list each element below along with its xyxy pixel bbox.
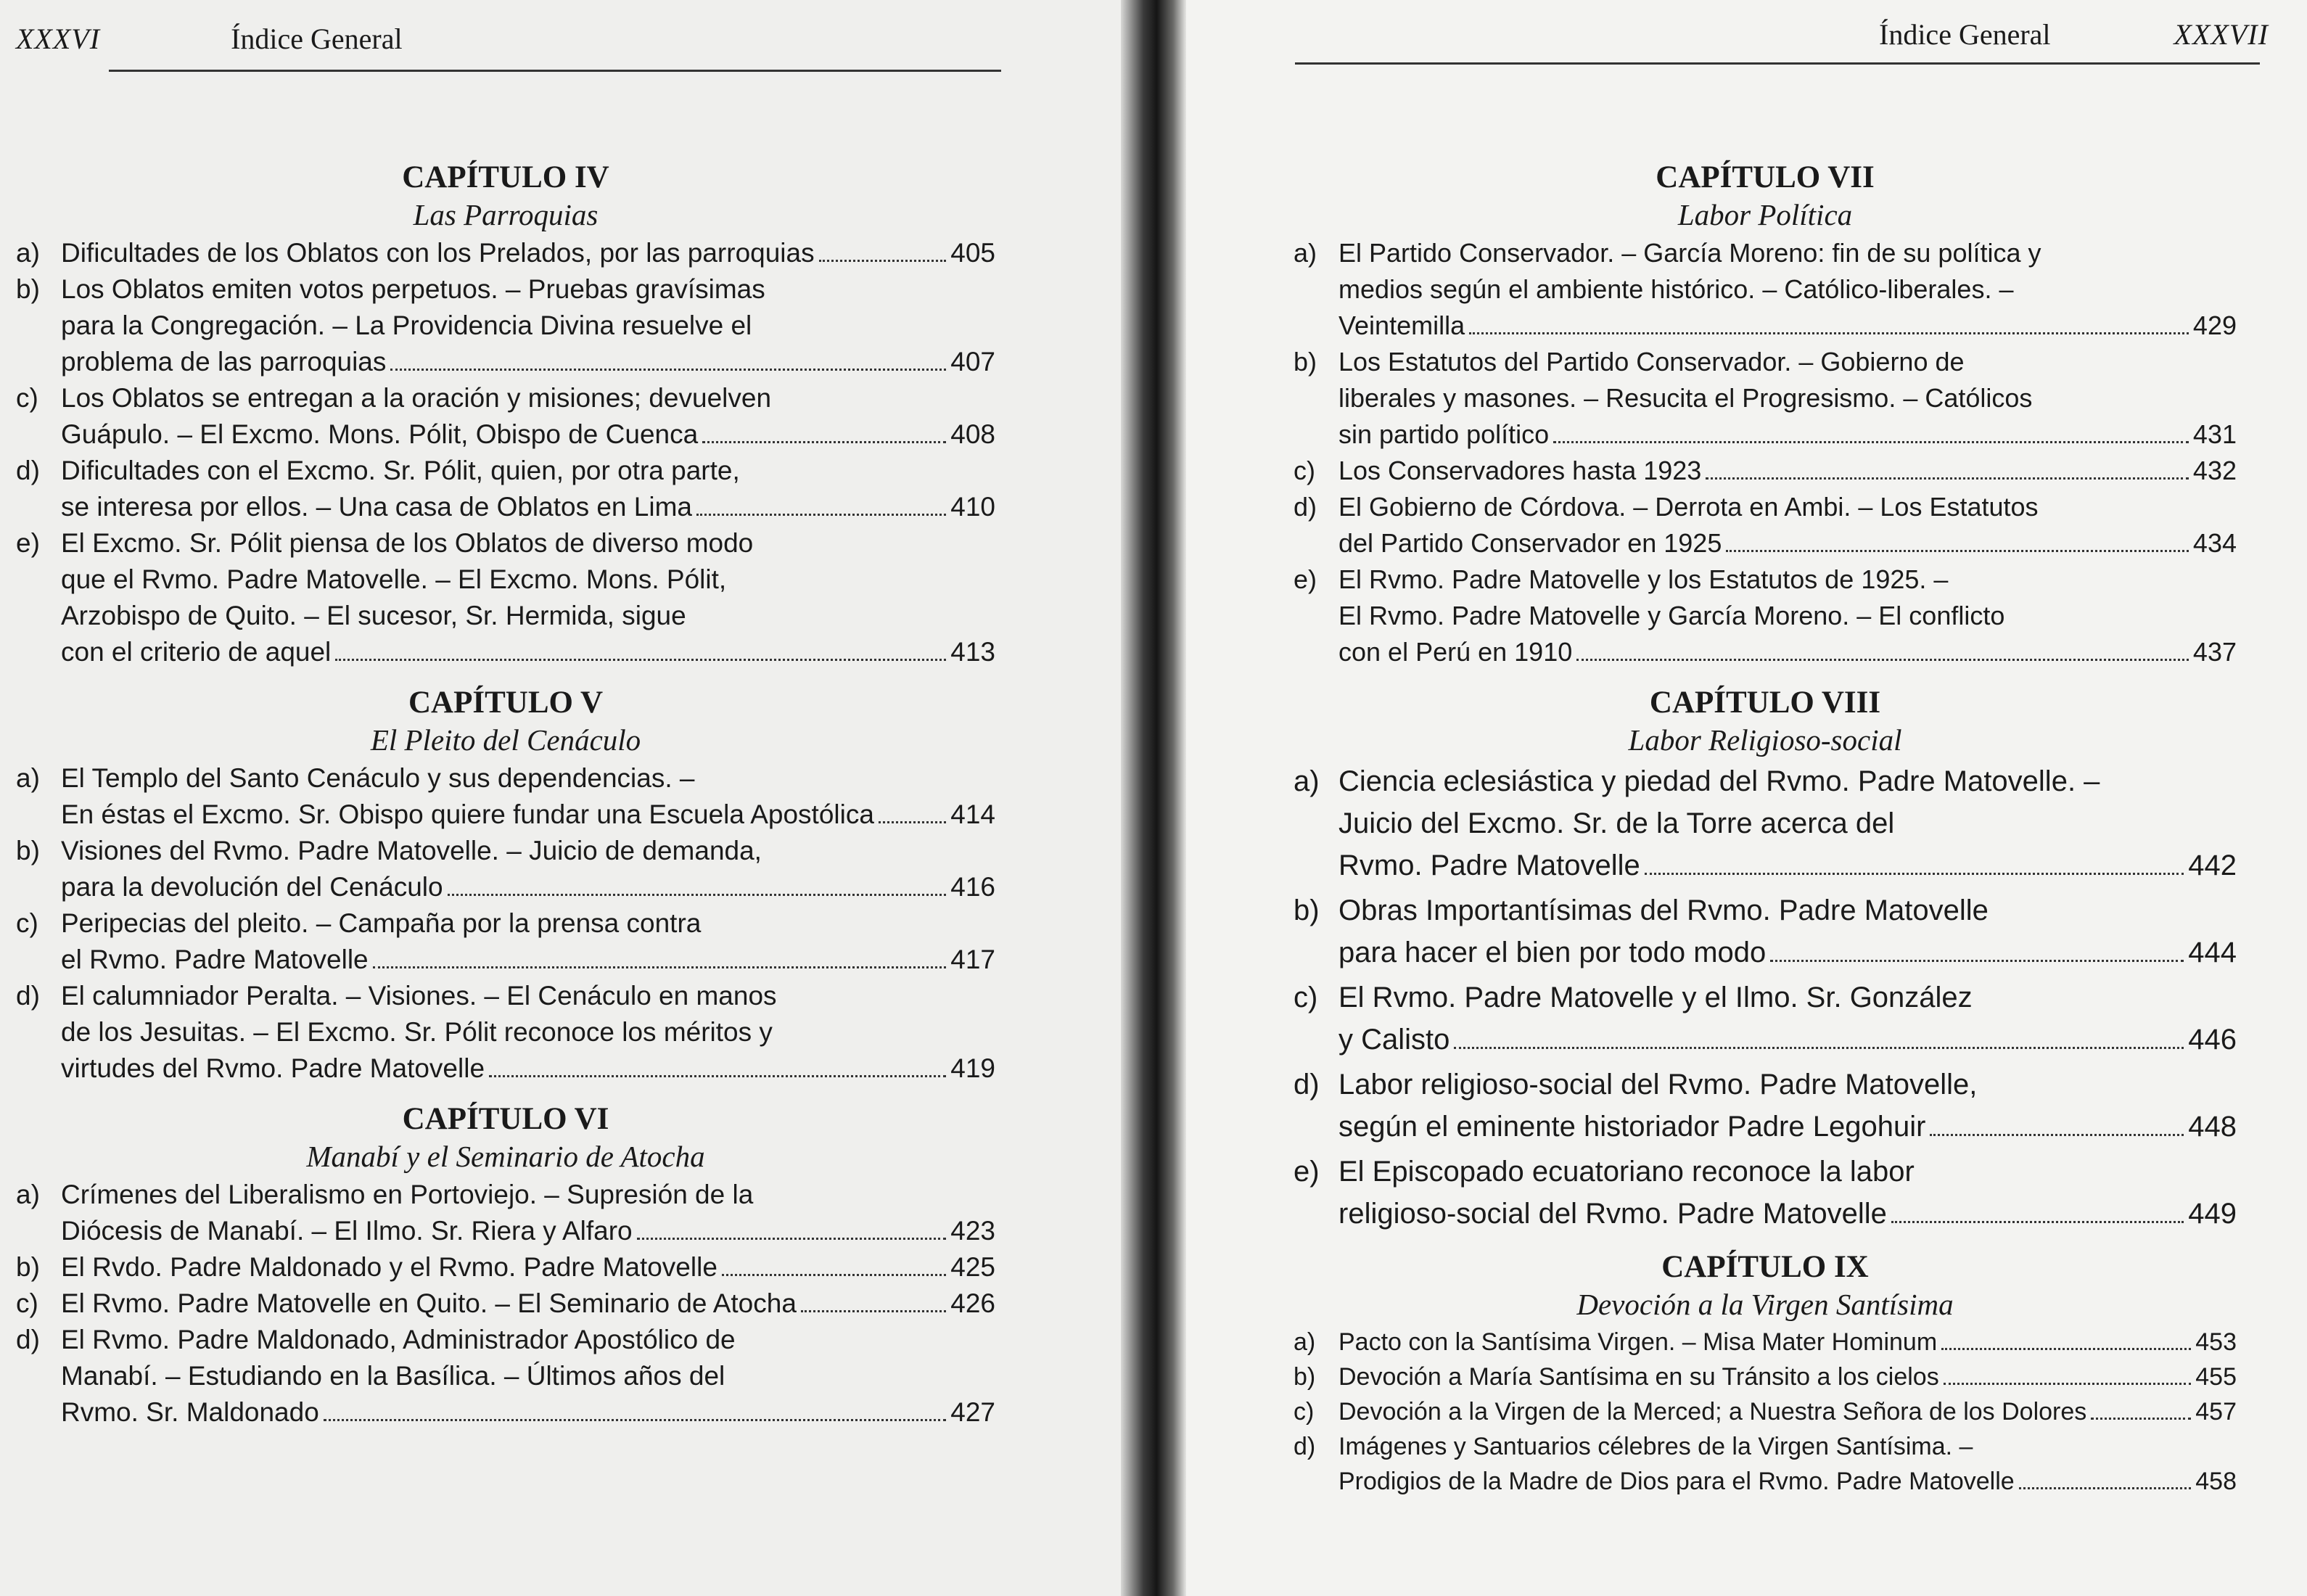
entry-text bbox=[1338, 1325, 2237, 1360]
dot-leader bbox=[1706, 477, 2189, 480]
page-number: 434 bbox=[2192, 528, 2237, 558]
chapter-entries bbox=[1294, 760, 2237, 1235]
page-number: 416 bbox=[950, 872, 995, 902]
entry-line: Dificultades con el Excmo. Sr. Pólit, quien, por otra parte, bbox=[61, 456, 740, 485]
page-number: 455 bbox=[2195, 1363, 2237, 1391]
toc-entry bbox=[1294, 1064, 2237, 1148]
entry-letter: c) bbox=[1294, 456, 1315, 485]
page-number: 427 bbox=[950, 1397, 995, 1427]
entry-letter: c) bbox=[1294, 982, 1318, 1013]
chapter-subtitle: Devoción a la Virgen Santísima bbox=[1576, 1288, 1954, 1321]
entry-line: Visiones del Rvmo. Padre Matovelle. – Juicio de demanda, bbox=[61, 836, 762, 865]
entry-text bbox=[61, 833, 995, 905]
toc-entry bbox=[16, 525, 995, 670]
entry-line: Los Estatutos del Partido Conservador. – Gobierno de bbox=[1338, 347, 1965, 377]
entry-letter: c) bbox=[1294, 1398, 1315, 1426]
dot-leader bbox=[448, 894, 947, 896]
chapter-title: CAPÍTULO IV bbox=[402, 160, 609, 194]
dot-leader bbox=[390, 369, 946, 371]
entry-line: El calumniador Peralta. – Visiones. – El Cenáculo en manos bbox=[61, 981, 777, 1011]
left-running-head: Índice General bbox=[231, 22, 403, 55]
toc-entry bbox=[16, 833, 995, 905]
entry-letter: c) bbox=[16, 383, 38, 413]
dot-leader bbox=[696, 514, 946, 516]
entry-line: para hacer el bien por todo modo bbox=[1338, 937, 1767, 968]
entry-letter: e) bbox=[16, 528, 40, 558]
entry-letter: b) bbox=[1294, 347, 1317, 377]
entry-letter: d) bbox=[16, 981, 40, 1011]
right-header bbox=[1879, 17, 2269, 52]
page-number: 431 bbox=[2192, 419, 2237, 449]
entry-line: El Rvdo. Padre Maldonado y el Rvmo. Padre Matovelle bbox=[61, 1252, 717, 1282]
entry-line: Prodigios de la Madre de Dios para el Rvmo. Padre Matovelle bbox=[1338, 1468, 2015, 1495]
page-number: 408 bbox=[950, 419, 995, 449]
chapter-title: CAPÍTULO VIII bbox=[1649, 686, 1881, 720]
dot-leader bbox=[324, 1419, 946, 1421]
entry-line: Arzobispo de Quito. – El sucesor, Sr. Hermida, sigue bbox=[61, 601, 686, 630]
entry-line: Devoción a María Santísima en su Tránsito a los cielos bbox=[1338, 1363, 1939, 1391]
right-folio: XXXVII bbox=[2174, 18, 2269, 51]
dot-leader bbox=[1941, 1348, 2191, 1350]
entry-text bbox=[1338, 976, 2237, 1061]
entry-line: se interesa por ellos. – Una casa de Oblatos en Lima bbox=[61, 492, 692, 522]
chapter-subtitle: Manabí y el Seminario de Atocha bbox=[306, 1140, 705, 1173]
page-number: 407 bbox=[950, 347, 995, 377]
dot-leader bbox=[1930, 1134, 2184, 1136]
entry-line: Veintemilla bbox=[1338, 310, 1465, 340]
toc-entry bbox=[16, 271, 995, 380]
left-toc-column bbox=[16, 158, 995, 1444]
entry-line: Juicio del Excmo. Sr. de la Torre acerca del bbox=[1338, 807, 1895, 839]
entry-letter: d) bbox=[1294, 492, 1317, 522]
entry-text bbox=[1338, 760, 2237, 887]
book-gutter bbox=[1121, 0, 1186, 1596]
entry-line: El Excmo. Sr. Pólit piensa de los Oblatos de diverso modo bbox=[61, 528, 754, 558]
entry-line: para la devolución del Cenáculo bbox=[61, 872, 443, 902]
entry-text bbox=[1338, 562, 2237, 670]
entry-line: Labor religioso-social del Rvmo. Padre Matovelle, bbox=[1338, 1069, 1978, 1101]
entry-line: Obras Importantísimas del Rvmo. Padre Matovelle bbox=[1338, 894, 1989, 926]
entry-letter: a) bbox=[1294, 1328, 1316, 1356]
page-number: 457 bbox=[2195, 1398, 2237, 1426]
entry-line: Ciencia eclesiástica y piedad del Rvmo. Padre Matovelle. – bbox=[1338, 765, 2100, 797]
dot-leader bbox=[1553, 441, 2189, 443]
chapter-block bbox=[16, 158, 995, 670]
entry-line: virtudes del Rvmo. Padre Matovelle bbox=[61, 1053, 485, 1083]
entry-line: Guápulo. – El Excmo. Mons. Pólit, Obispo de Cuenca bbox=[61, 419, 699, 449]
entry-letter: c) bbox=[16, 908, 38, 938]
entry-text bbox=[1338, 1394, 2237, 1429]
toc-entry bbox=[16, 235, 995, 271]
chapter-entries bbox=[1294, 1325, 2237, 1499]
dot-leader bbox=[1891, 1221, 2184, 1223]
chapter-block bbox=[16, 683, 995, 1087]
entry-line: que el Rvmo. Padre Matovelle. – El Excmo. Mons. Pólit, bbox=[61, 564, 727, 594]
page-number: 448 bbox=[2188, 1111, 2237, 1143]
entry-line: y Calisto bbox=[1338, 1024, 1450, 1056]
entry-letter: d) bbox=[16, 456, 40, 485]
entry-letter: d) bbox=[16, 1325, 40, 1354]
page-number: 453 bbox=[2195, 1328, 2237, 1356]
entry-letter: d) bbox=[1294, 1433, 1316, 1460]
right-running-head: Índice General bbox=[1879, 18, 2051, 51]
chapter-subtitle: Labor Política bbox=[1677, 198, 1853, 231]
entry-line: Rvmo. Padre Matovelle bbox=[1338, 850, 1640, 881]
dot-leader bbox=[722, 1274, 946, 1276]
toc-entry bbox=[16, 905, 995, 978]
entry-text bbox=[61, 760, 995, 833]
entry-line: El Episcopado ecuatoriano reconoce la labor bbox=[1338, 1156, 1915, 1188]
entry-letter: d) bbox=[1294, 1069, 1320, 1101]
entry-letter: a) bbox=[16, 1180, 40, 1209]
entry-text bbox=[1338, 1360, 2237, 1394]
dot-leader bbox=[702, 441, 946, 443]
chapter-subtitle: El Pleito del Cenáculo bbox=[370, 723, 641, 757]
entry-text bbox=[1338, 235, 2237, 344]
dot-leader bbox=[2091, 1418, 2191, 1420]
toc-entry bbox=[16, 453, 995, 525]
entry-text bbox=[61, 978, 995, 1087]
page-number: 426 bbox=[950, 1288, 995, 1318]
dot-leader bbox=[879, 821, 946, 823]
chapter-title: CAPÍTULO VII bbox=[1656, 160, 1875, 194]
chapter-title: CAPÍTULO VI bbox=[402, 1102, 609, 1136]
entry-line: liberales y masones. – Resucita el Progresismo. – Católicos bbox=[1338, 383, 2033, 413]
page-number: 413 bbox=[950, 637, 995, 667]
toc-entry bbox=[1294, 1394, 2237, 1429]
dot-leader bbox=[819, 260, 947, 262]
dot-leader bbox=[1726, 550, 2189, 552]
entry-line: sin partido político bbox=[1338, 419, 1550, 449]
entry-line: El Partido Conservador. – García Moreno: fin de su política y bbox=[1338, 238, 2041, 268]
entry-letter: a) bbox=[1294, 238, 1317, 268]
entry-line: el Rvmo. Padre Matovelle bbox=[61, 945, 369, 974]
entry-line: del Partido Conservador en 1925 bbox=[1338, 528, 1722, 558]
entry-text bbox=[61, 380, 995, 453]
toc-entry bbox=[1294, 976, 2237, 1061]
entry-letter: e) bbox=[1294, 1156, 1320, 1188]
page-number: 458 bbox=[2195, 1468, 2237, 1495]
chapter-block bbox=[1294, 158, 2237, 670]
dot-leader bbox=[489, 1075, 946, 1077]
page-number: 414 bbox=[950, 799, 995, 829]
page-number: 446 bbox=[2188, 1024, 2237, 1056]
toc-entry bbox=[1294, 562, 2237, 670]
entry-letter: a) bbox=[16, 763, 40, 793]
dot-leader bbox=[1645, 873, 2184, 875]
entry-line: problema de las parroquias bbox=[61, 347, 387, 377]
page-number: 437 bbox=[2192, 637, 2237, 667]
entry-text bbox=[1338, 889, 2237, 974]
chapter-entries bbox=[16, 760, 995, 1087]
page-number: 419 bbox=[950, 1053, 995, 1083]
toc-entry bbox=[1294, 1360, 2237, 1394]
toc-entry bbox=[16, 760, 995, 833]
page-number: 432 bbox=[2192, 456, 2237, 485]
entry-line: Devoción a la Virgen de la Merced; a Nuestra Señora de los Dolores bbox=[1338, 1398, 2087, 1426]
chapter-entries bbox=[16, 1177, 995, 1431]
dot-leader bbox=[637, 1238, 947, 1240]
entry-text bbox=[1338, 489, 2237, 562]
toc-entry bbox=[1294, 1151, 2237, 1235]
right-header-rule bbox=[1295, 62, 2260, 65]
toc-entry bbox=[1294, 453, 2237, 489]
chapter-block bbox=[16, 1100, 995, 1431]
toc-entry bbox=[1294, 760, 2237, 887]
entry-line: Crímenes del Liberalismo en Portoviejo. – Supresión de la bbox=[61, 1180, 754, 1209]
chapter-subtitle: Las Parroquias bbox=[413, 198, 599, 231]
page-number: 429 bbox=[2192, 310, 2237, 340]
entry-line: Pacto con la Santísima Virgen. – Misa Mater Hominum bbox=[1338, 1328, 1938, 1356]
entry-letter: e) bbox=[1294, 564, 1317, 594]
entry-line: En éstas el Excmo. Sr. Obispo quiere fundar una Escuela Apostólica bbox=[61, 799, 874, 829]
entry-line: con el Perú en 1910 bbox=[1338, 637, 1573, 667]
chapter-block bbox=[1294, 1248, 2237, 1499]
toc-entry bbox=[16, 1322, 995, 1431]
entry-text bbox=[61, 235, 995, 271]
entry-letter: b) bbox=[16, 836, 40, 865]
entry-line: con el criterio de aquel bbox=[61, 637, 332, 667]
entry-letter: a) bbox=[16, 238, 40, 268]
entry-line: Dificultades de los Oblatos con los Prelados, por las parroquias bbox=[61, 238, 815, 268]
chapter-title: CAPÍTULO V bbox=[408, 686, 603, 720]
entry-line: Los Oblatos se entregan a la oración y misiones; devuelven bbox=[61, 383, 772, 413]
toc-entry bbox=[1294, 1325, 2237, 1360]
entry-line: El Templo del Santo Cenáculo y sus dependencias. – bbox=[61, 763, 695, 793]
entry-letter: c) bbox=[16, 1288, 38, 1318]
entry-line: Diócesis de Manabí. – El Ilmo. Sr. Riera y Alfaro bbox=[61, 1216, 633, 1246]
toc-entry bbox=[1294, 1429, 2237, 1499]
entry-text bbox=[61, 1322, 995, 1431]
page-number: 410 bbox=[950, 492, 995, 522]
chapter-entries bbox=[1294, 235, 2237, 670]
entry-text bbox=[61, 271, 995, 380]
toc-entry bbox=[16, 380, 995, 453]
page-number: 425 bbox=[950, 1252, 995, 1282]
entry-letter: b) bbox=[16, 1252, 40, 1282]
entry-line: El Rvmo. Padre Matovelle y García Moreno. – El conflicto bbox=[1338, 601, 2005, 630]
entry-text bbox=[61, 1249, 995, 1286]
dot-leader bbox=[335, 659, 946, 661]
entry-letter: a) bbox=[1294, 765, 1320, 797]
toc-entry bbox=[16, 1249, 995, 1286]
left-folio: XXXVI bbox=[16, 22, 101, 55]
dot-leader bbox=[1944, 1383, 2192, 1385]
entry-line: Rvmo. Sr. Maldonado bbox=[61, 1397, 319, 1427]
toc-entry bbox=[16, 978, 995, 1087]
entry-text bbox=[1338, 1064, 2237, 1148]
entry-line: El Rvmo. Padre Matovelle y el Ilmo. Sr. González bbox=[1338, 982, 1973, 1013]
entry-line: Imágenes y Santuarios célebres de la Virgen Santísima. – bbox=[1338, 1433, 1973, 1460]
entry-text bbox=[61, 1286, 995, 1322]
chapter-block bbox=[1294, 683, 2237, 1235]
entry-text bbox=[1338, 1151, 2237, 1235]
page-number: 417 bbox=[950, 945, 995, 974]
entry-line: El Rvmo. Padre Matovelle y los Estatutos de 1925. – bbox=[1338, 564, 1949, 594]
left-page bbox=[0, 0, 1121, 1596]
page-number: 405 bbox=[950, 238, 995, 268]
dot-leader bbox=[1576, 659, 2189, 661]
entry-text bbox=[61, 905, 995, 978]
entry-letter: b) bbox=[1294, 894, 1320, 926]
left-header bbox=[16, 22, 403, 56]
left-header-rule bbox=[109, 70, 1001, 72]
dot-leader bbox=[1469, 332, 2189, 334]
entry-text bbox=[1338, 1429, 2237, 1499]
dot-leader bbox=[1770, 960, 2184, 962]
right-page bbox=[1186, 0, 2307, 1596]
page-number: 444 bbox=[2188, 937, 2237, 968]
dot-leader bbox=[1454, 1047, 2184, 1049]
entry-line: El Rvmo. Padre Maldonado, Administrador Apostólico de bbox=[61, 1325, 736, 1354]
dot-leader bbox=[2019, 1487, 2192, 1489]
dot-leader bbox=[373, 966, 947, 968]
right-toc-column bbox=[1294, 158, 2237, 1512]
chapter-title: CAPÍTULO IX bbox=[1661, 1250, 1869, 1284]
entry-text bbox=[61, 1177, 995, 1249]
toc-entry bbox=[1294, 489, 2237, 562]
entry-line: Manabí. – Estudiando en la Basílica. – Últimos años del bbox=[61, 1361, 725, 1391]
page-number: 442 bbox=[2188, 850, 2237, 881]
entry-text bbox=[61, 525, 995, 670]
page-number: 423 bbox=[950, 1216, 995, 1246]
toc-entry bbox=[16, 1286, 995, 1322]
entry-line: Los Conservadores hasta 1923 bbox=[1338, 456, 1702, 485]
dot-leader bbox=[801, 1310, 946, 1312]
entry-line: de los Jesuitas. – El Excmo. Sr. Pólit reconoce los méritos y bbox=[61, 1017, 773, 1047]
entry-text bbox=[1338, 453, 2237, 489]
chapter-entries bbox=[16, 235, 995, 670]
toc-entry bbox=[16, 1177, 995, 1249]
chapter-subtitle: Labor Religioso-social bbox=[1628, 723, 1902, 757]
toc-entry bbox=[1294, 889, 2237, 974]
toc-entry bbox=[1294, 235, 2237, 344]
entry-letter: b) bbox=[16, 274, 40, 304]
entry-line: según el eminente historiador Padre Legohuir bbox=[1338, 1111, 1926, 1143]
entry-text bbox=[61, 453, 995, 525]
entry-line: El Gobierno de Córdova. – Derrota en Ambi. – Los Estatutos bbox=[1338, 492, 2039, 522]
entry-line: El Rvmo. Padre Matovelle en Quito. – El Seminario de Atocha bbox=[61, 1288, 797, 1318]
entry-letter: b) bbox=[1294, 1363, 1316, 1391]
entry-line: religioso-social del Rvmo. Padre Matovelle bbox=[1338, 1198, 1887, 1230]
entry-line: Los Oblatos emiten votos perpetuos. – Pruebas gravísimas bbox=[61, 274, 765, 304]
entry-line: medios según el ambiente histórico. – Católico-liberales. – bbox=[1338, 274, 2014, 304]
entry-line: para la Congregación. – La Providencia Divina resuelve el bbox=[61, 310, 752, 340]
page-number: 449 bbox=[2188, 1198, 2237, 1230]
entry-line: Peripecias del pleito. – Campaña por la prensa contra bbox=[61, 908, 702, 938]
toc-entry bbox=[1294, 344, 2237, 453]
entry-text bbox=[1338, 344, 2237, 453]
